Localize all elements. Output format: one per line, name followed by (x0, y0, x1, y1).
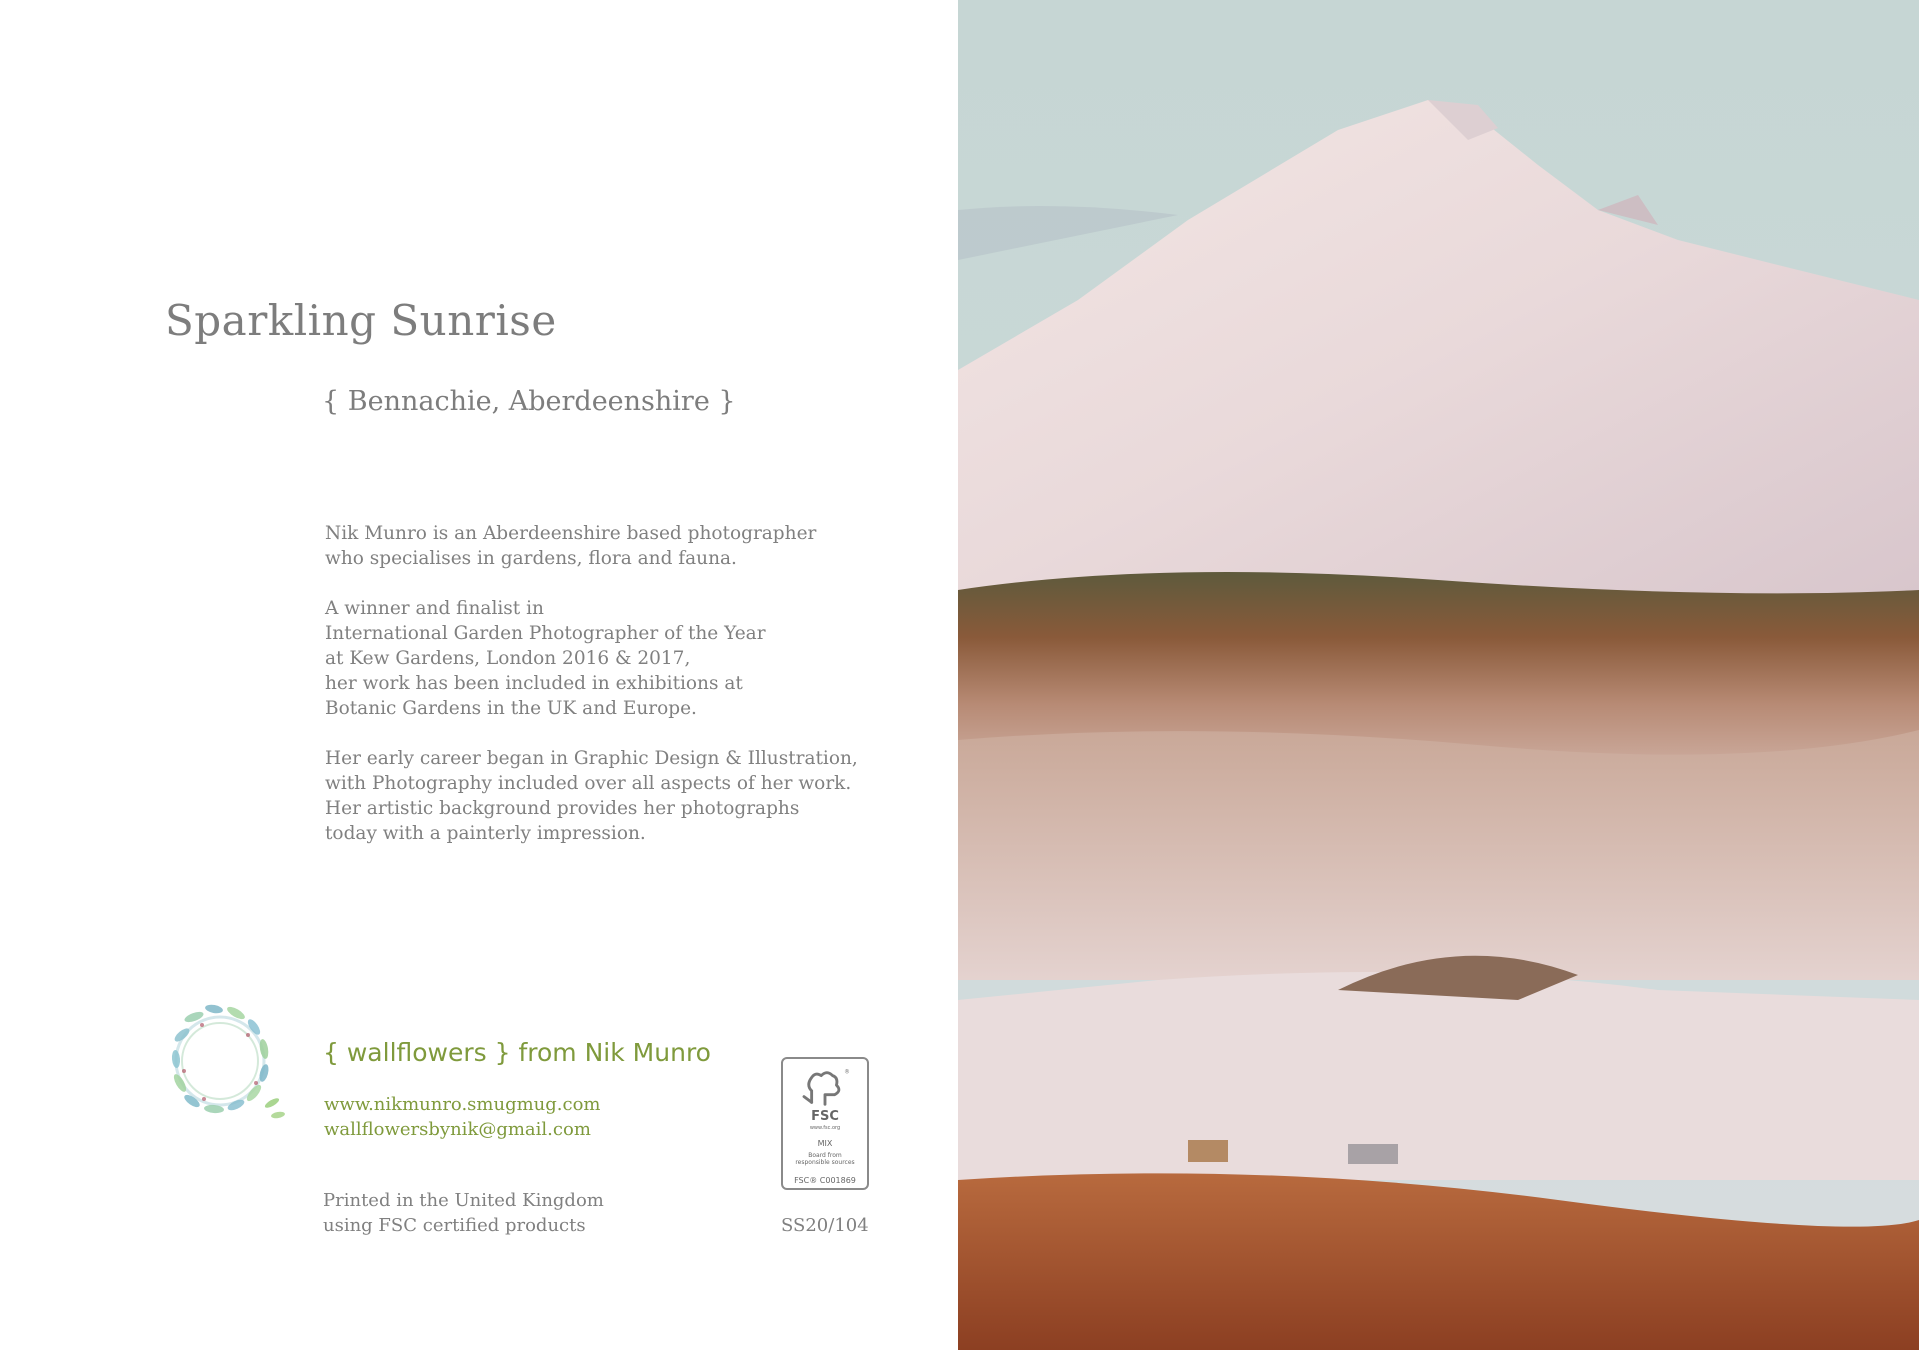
bio-paragraph (325, 521, 925, 571)
botanical-wreath-icon (152, 975, 292, 1135)
mountain-landscape-image (958, 0, 1919, 1350)
bio-paragraph (325, 746, 925, 846)
photographer-bio (325, 521, 925, 871)
fsc-tree-icon (783, 1063, 867, 1113)
bio-line: Her artistic background provides her photographs (325, 798, 800, 819)
bio-line: today with a painterly impression. (325, 823, 646, 844)
fsc-board-line: Board from (808, 1152, 842, 1159)
bio-line: who specialises in gardens, flora and fauna. (325, 548, 737, 569)
brand-name: { wallflowers } from Nik Munro (323, 1038, 711, 1067)
bio-line: Botanic Gardens in the UK and Europe. (325, 698, 697, 719)
printed-note (323, 1188, 604, 1238)
contact-links (324, 1092, 600, 1142)
fsc-mix: MIX (817, 1139, 833, 1148)
bio-line: Nik Munro is an Aberdeenshire based photographer (325, 523, 817, 544)
fsc-name: FSC (811, 1109, 839, 1124)
printed-line: using FSC certified products (323, 1215, 586, 1236)
fsc-board-line: responsible sources (795, 1159, 855, 1166)
bio-line: A winner and finalist in (325, 598, 544, 619)
bio-line: her work has been included in exhibitions at (325, 673, 743, 694)
fsc-code: FSC® C001869 (794, 1176, 856, 1185)
printed-line: Printed in the United Kingdom (323, 1190, 604, 1211)
bio-line: Her early career began in Graphic Design & Illustration, (325, 748, 858, 769)
bio-paragraph (325, 596, 925, 721)
card-title: Sparkling Sunrise (165, 296, 557, 345)
bio-line: International Garden Photographer of the Year (325, 623, 766, 644)
website-link[interactable]: www.nikmunro.smugmug.com (324, 1094, 601, 1115)
product-code: SS20/104 (781, 1215, 869, 1236)
landscape-photo (958, 0, 1919, 1350)
fsc-site: www.fsc.org (809, 1125, 841, 1131)
email-link[interactable]: wallflowersbynik@gmail.com (324, 1119, 591, 1140)
photo-location: { Bennachie, Aberdeenshire } (322, 386, 736, 417)
bio-line: at Kew Gardens, London 2016 & 2017, (325, 648, 691, 669)
bio-line: with Photography included over all aspects of her work. (325, 773, 852, 794)
fsc-certification-label (781, 1057, 869, 1190)
svg-text:®: ® (844, 1069, 850, 1076)
card-back-text-panel (0, 0, 958, 1350)
